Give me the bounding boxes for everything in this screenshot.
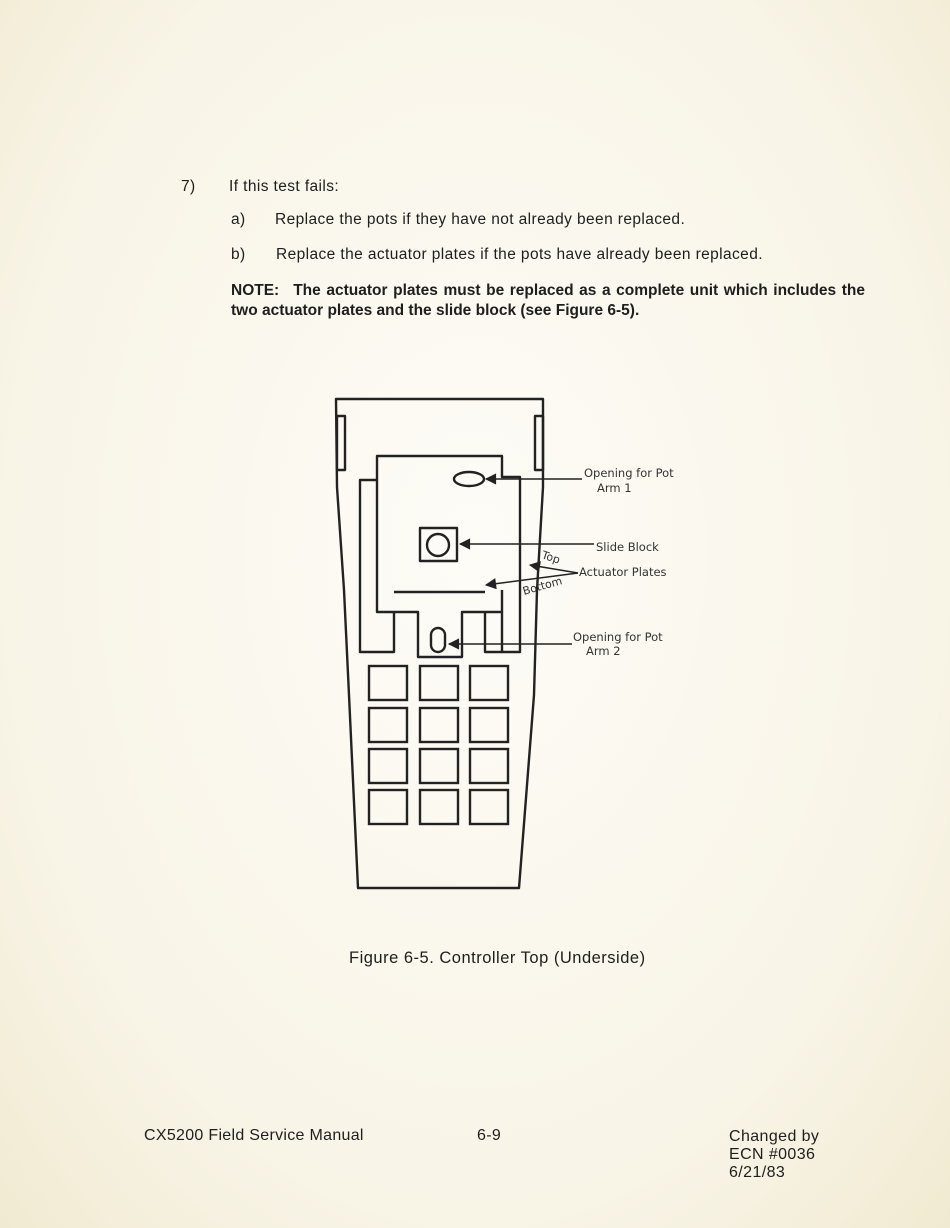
pot-arm-2-opening (431, 628, 445, 652)
step-text: If this test fails: (229, 178, 340, 195)
figure-caption: Figure 6-5. Controller Top (Underside) (349, 949, 646, 967)
callout-bottom: Bottom (521, 574, 564, 598)
change-line-3: 6/21/83 (729, 1164, 786, 1181)
key (470, 708, 508, 742)
key (420, 790, 458, 824)
key (420, 666, 458, 700)
key (369, 790, 407, 824)
callout-arm2-line1: Opening for Pot (573, 630, 663, 644)
footer-manual-title: CX5200 Field Service Manual (144, 1127, 364, 1144)
substep-b-marker: b) (231, 246, 246, 263)
key (470, 790, 508, 824)
slide-block-hole (427, 534, 449, 556)
actuator-plate-top (377, 456, 520, 657)
key (420, 749, 458, 783)
footer-page-number: 6-9 (477, 1127, 502, 1144)
callout-arm1-line1: Opening for Pot (584, 466, 674, 480)
note-text: The actuator plates must be replaced as a complete unit which includes the two actuator plates and the slide block (see Figure 6-5). (231, 282, 865, 319)
key (369, 749, 407, 783)
substep-a-text: Replace the pots if they have not already been replaced. (275, 211, 686, 228)
substep-a-marker: a) (231, 211, 246, 228)
key (369, 666, 407, 700)
callout-arm2-line2: Arm 2 (586, 644, 621, 658)
pot-arm-1-opening (454, 472, 484, 486)
housing-right-tab (535, 416, 543, 470)
callout-slide-block: Slide Block (596, 540, 659, 554)
key (369, 708, 407, 742)
change-line-2: ECN #0036 (729, 1146, 816, 1163)
key (470, 749, 508, 783)
actuator-plate-bottom (360, 480, 502, 652)
substep-b-text: Replace the actuator plates if the pots have already been replaced. (276, 246, 763, 263)
step-number: 7) (181, 178, 196, 195)
key (420, 708, 458, 742)
housing-left-tab (337, 416, 345, 470)
change-line-1: Changed by (729, 1128, 820, 1145)
key (470, 666, 508, 700)
keypad (369, 666, 508, 824)
callout-actuator-plates: Actuator Plates (579, 565, 667, 579)
note-label: NOTE: (231, 282, 280, 299)
callout-top: Top (540, 548, 562, 567)
callout-arm1-line2: Arm 1 (597, 481, 632, 495)
footer-change-record (729, 1128, 819, 1182)
